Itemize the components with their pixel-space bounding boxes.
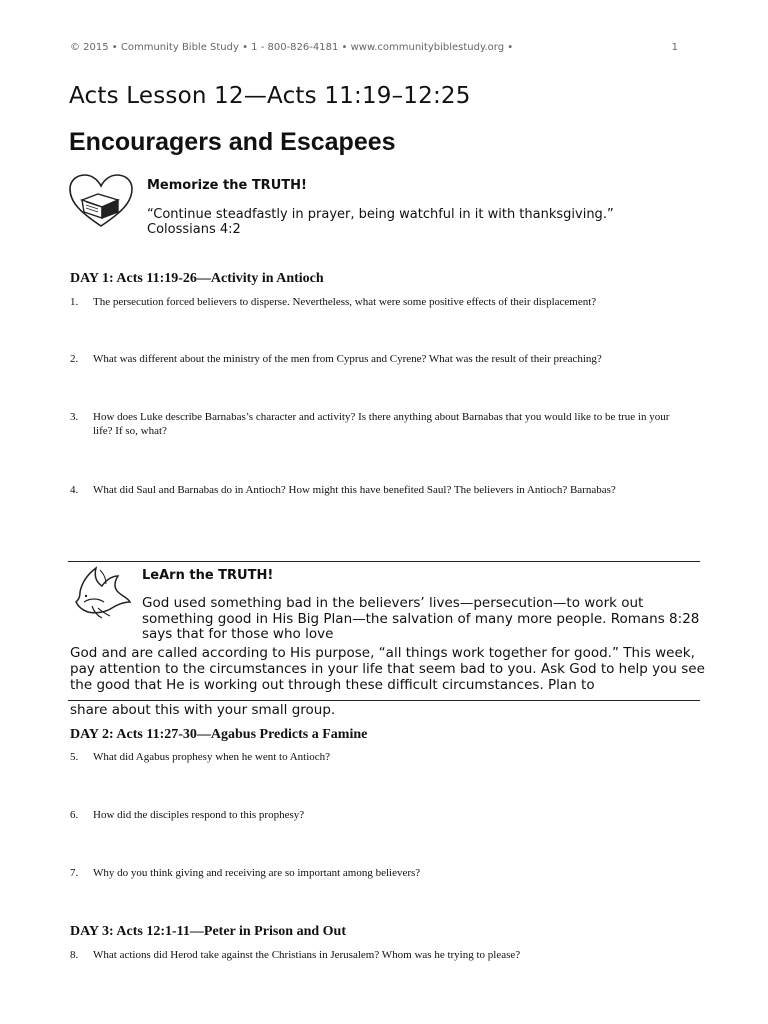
question-4 <box>70 483 630 497</box>
heart-bible-icon <box>68 172 134 230</box>
learn-bottom-rule <box>68 700 700 701</box>
lesson-subtitle: Encouragers and Escapees <box>69 128 396 156</box>
learn-text-part-3: share about this with your small group. <box>70 702 336 718</box>
question-text: What did Agabus prophesy when he went to Antioch? <box>93 751 331 763</box>
memory-verse-text: “Continue steadfastly in prayer, being watchful in it with thanksgiving.” <box>147 207 614 222</box>
question-text: How does Luke describe Barnabas’s character and activity? Is there anything about Barnabas that you would like to be true in your life? If so, what? <box>93 411 670 437</box>
question-text: How did the disciples respond to this prophesy? <box>93 809 305 821</box>
question-number: 7. <box>70 867 79 879</box>
lesson-title: Acts Lesson 12—Acts 11:19–12:25 <box>69 83 471 109</box>
question-text: Why do you think giving and receiving are so important among believers? <box>93 867 421 879</box>
day2-heading: DAY 2: Acts 11:27-30—Agabus Predicts a Famine <box>70 727 368 742</box>
question-number: 1. <box>70 296 79 308</box>
question-3 <box>70 410 690 438</box>
question-text: The persecution forced believers to disperse. Nevertheless, what were some positive effects of their displacement? <box>93 296 597 308</box>
memory-verse <box>147 207 707 237</box>
learn-heading: LeArn the TRUTH! <box>142 568 274 583</box>
copyright-line: © 2015 • Community Bible Study • 1 - 800-826-4181 • www.communitybiblestudy.org • <box>70 42 514 53</box>
learn-top-rule <box>68 561 700 562</box>
learn-text-part-1: God used something bad in the believers’ lives—persecution—to work out something good in His Big Plan—the salvation of many more people. Romans 8:28 says that for those who love <box>142 595 700 642</box>
question-8 <box>70 948 710 962</box>
question-7 <box>70 866 710 880</box>
question-number: 6. <box>70 809 79 821</box>
memorize-heading: Memorize the TRUTH! <box>147 178 307 193</box>
question-6 <box>70 808 710 822</box>
question-number: 8. <box>70 949 79 961</box>
question-2 <box>70 352 710 366</box>
page-number: 1 <box>671 42 678 53</box>
day1-heading: DAY 1: Acts 11:19-26—Activity in Antioch <box>70 271 324 286</box>
question-text: What actions did Herod take against the Christians in Jerusalem? Whom was he trying to please? <box>93 949 521 961</box>
dove-icon <box>72 562 134 620</box>
question-text: What did Saul and Barnabas do in Antioch? How might this have benefited Saul? The believers in Antioch? Barnabas? <box>93 484 616 496</box>
question-number: 4. <box>70 484 79 496</box>
question-number: 2. <box>70 353 79 365</box>
day3-heading: DAY 3: Acts 12:1-11—Peter in Prison and Out <box>70 924 346 939</box>
memory-verse-reference: Colossians 4:2 <box>147 222 241 237</box>
question-text: What was different about the ministry of the men from Cyprus and Cyrene? What was the result of their preaching? <box>93 353 602 365</box>
question-1 <box>70 295 710 309</box>
page-header <box>70 42 690 53</box>
question-5 <box>70 750 710 764</box>
question-number: 5. <box>70 751 79 763</box>
learn-text-part-2: God and are called according to His purpose, “all things work together for good.” This week, pay attention to the circumstances in your life that seem bad to you. Ask God to help you see the good that He is working out through these difficult circumstances. Plan to <box>70 645 705 693</box>
question-number: 3. <box>70 411 79 423</box>
